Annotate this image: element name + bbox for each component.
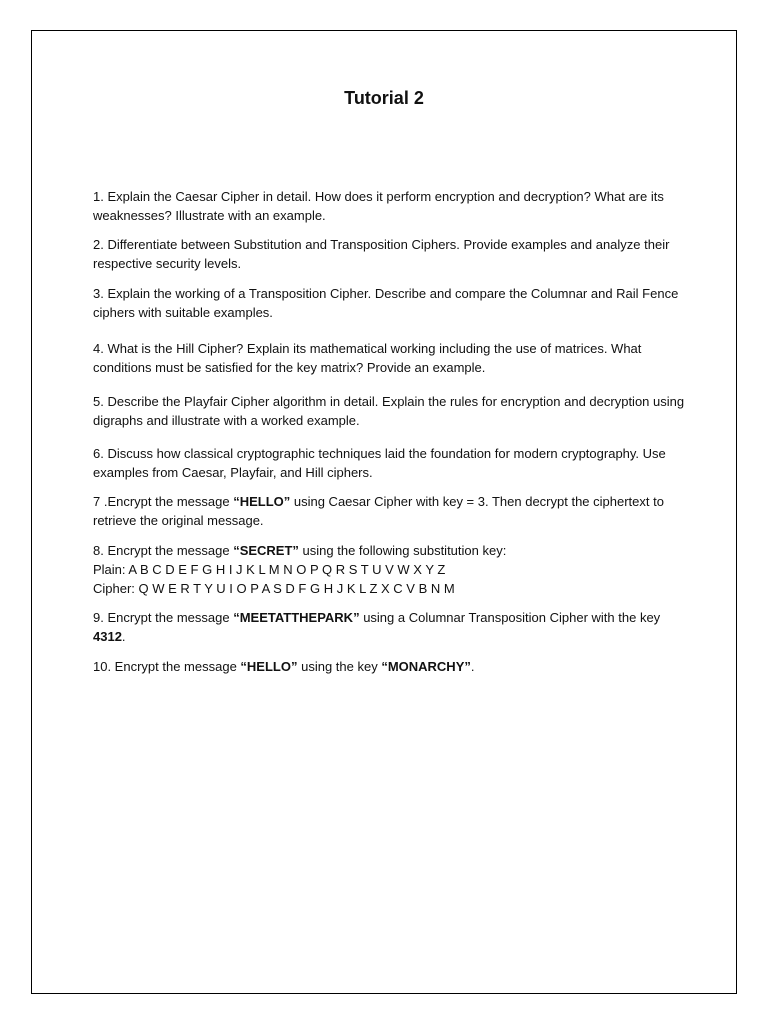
question-7: [93, 492, 693, 530]
question-8-message: “SECRET”: [233, 543, 299, 558]
question-5: 5. Describe the Playfair Cipher algorithm in detail. Explain the rules for encryption and decryption using digraphs and illustrate with a worked example.: [93, 394, 685, 428]
question-10-middle: using the key: [297, 659, 382, 674]
question-9-message: “MEETATTHEPARK”: [233, 610, 360, 625]
substitution-plain-row: Plain: A B C D E F G H I J K L M N O P Q R S T U V W X Y Z: [93, 562, 446, 577]
question-2: 2. Differentiate between Substitution and Transposition Ciphers. Provide examples and analyze their respective security levels.: [93, 237, 670, 271]
question-8-suffix: using the following substitution key:: [298, 543, 507, 558]
question-10-message: “HELLO”: [240, 659, 298, 674]
question-7-message: “HELLO”: [233, 494, 291, 509]
question-8-prompt: [93, 541, 693, 560]
question-7-suffix: using Caesar Cipher with key = 3. Then decrypt the ciphertext to retrieve the original message.: [93, 494, 664, 528]
question-9-key: 4312: [93, 629, 122, 644]
question-7-prefix: 7 .Encrypt the message: [93, 494, 234, 509]
question-1: 1. Explain the Caesar Cipher in detail. How does it perform encryption and decryption? What are its weaknesses? Illustrate with an example.: [93, 189, 664, 223]
question-6: 6. Discuss how classical cryptographic techniques laid the foundation for modern cryptography. Use examples from Caesar, Playfair, and Hill ciphers.: [93, 446, 666, 480]
question-8: [93, 541, 693, 598]
question-9-middle: using a Columnar Transposition Cipher with the key: [359, 610, 661, 625]
question-3: 3. Explain the working of a Transposition Cipher. Describe and compare the Columnar and Rail Fence ciphers with suitable examples.: [93, 286, 679, 320]
question-10-suffix: .: [470, 659, 475, 674]
question-8-prefix: 8. Encrypt the message: [93, 543, 234, 558]
question-10: [93, 657, 693, 676]
question-9-suffix: .: [121, 629, 126, 644]
question-9: [93, 608, 693, 646]
question-4: 4. What is the Hill Cipher? Explain its mathematical working including the use of matrices. What conditions must be satisfied for the key matrix? Provide an example.: [93, 341, 642, 375]
question-10-prefix: 10. Encrypt the message: [93, 659, 241, 674]
question-10-key: “MONARCHY”: [381, 659, 471, 674]
page-title: Tutorial 2: [344, 88, 424, 108]
substitution-cipher-row: Cipher: Q W E R T Y U I O P A S D F G H J K L Z X C V B N M: [93, 581, 455, 596]
question-9-prefix: 9. Encrypt the message: [93, 610, 234, 625]
